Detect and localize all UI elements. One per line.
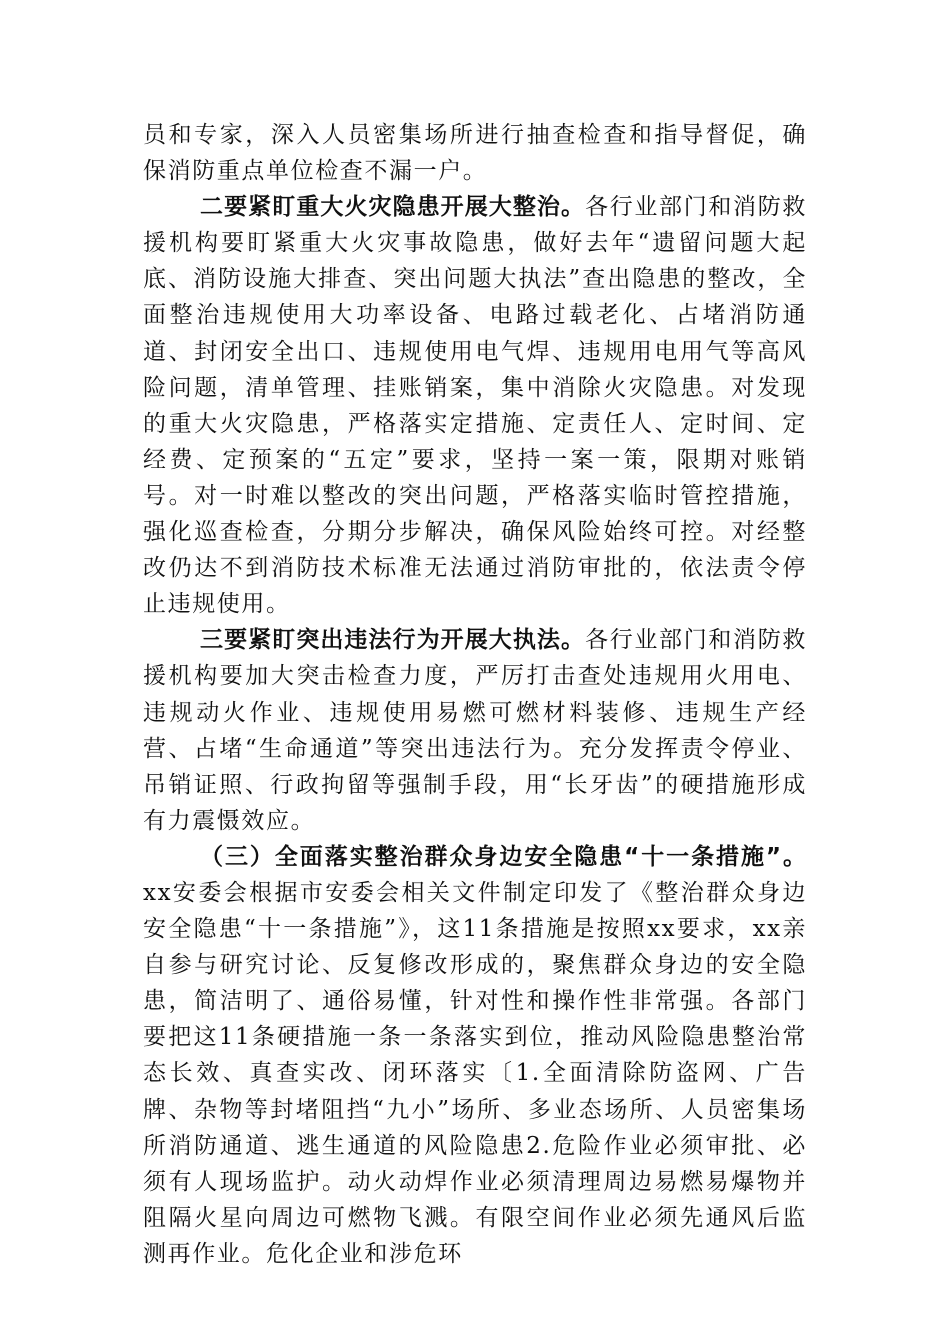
- paragraph-body: 员和专家，深入人员密集场所进行抽查检查和指导督促，确保消防重点单位检查不漏一户。: [143, 122, 807, 185]
- section-heading: （三）全面落实整治群众身边安全隐患“十一条措施”。: [200, 843, 807, 870]
- paragraph-body: xx安委会根据市安委会相关文件制定印发了《整治群众身边安全隐患“十一条措施”》，这11条措施是按照xx要求，xx亲自参与研究讨论、反复修改形成的，聚焦群众身边的安全隐患，简洁明了、通俗易懂，针对性和操作性非常强。各部门要把这11条硬措施一条一条落实到位，推动风险隐患整治常态长效、真查实改、闭环落实〔1.全面清除防盗网、广告牌、杂物等封堵阻挡“九小”场所、多业态场所、人员密集场所消防通道、逃生通道的风险隐患2.危险作业必须审批、必须有人现场监护。动火动焊作业必须清理周边易燃易爆物并阻隔火星向周边可燃物飞溅。有限空间作业必须先通风后监测再作业。危化企业和涉危环: [143, 879, 807, 1267]
- paragraph-heading: 二要紧盯重大火灾隐患开展大整治。: [200, 194, 586, 221]
- paragraph-rectification: [143, 189, 807, 622]
- paragraph-heading: 三要紧盯突出违法行为开展大执法。: [200, 627, 586, 654]
- paragraph-eleven-measures: [143, 839, 807, 1272]
- paragraph-continuation: [143, 117, 807, 189]
- document-page: [143, 117, 807, 1272]
- paragraph-enforcement: [143, 622, 807, 839]
- paragraph-body: 各行业部门和消防救援机构要盯紧重大火灾事故隐患，做好去年“遗留问题大起底、消防设施大排查、突出问题大执法”查出隐患的整改，全面整治违规使用大功率设备、电路过载老化、占堵消防通道、封闭安全出口、违规使用电气焊、违规用电用气等高风险问题，清单管理、挂账销案，集中消除火灾隐患。对发现的重大火灾隐患，严格落实定措施、定责任人、定时间、定经费、定预案的“五定”要求，坚持一案一策，限期对账销号。对一时难以整改的突出问题，严格落实临时管控措施，强化巡查检查，分期分步解决，确保风险始终可控。对经整改仍达不到消防技术标准无法通过消防审批的，依法责令停止违规使用。: [143, 194, 807, 618]
- paragraph-body: 各行业部门和消防救援机构要加大突击检查力度，严厉打击查处违规用火用电、违规动火作业、违规使用易燃可燃材料装修、违规生产经营、占堵“生命通道”等突出违法行为。充分发挥责令停业、吊销证照、行政拘留等强制手段，用“长牙齿”的硬措施形成有力震慑效应。: [143, 627, 807, 834]
